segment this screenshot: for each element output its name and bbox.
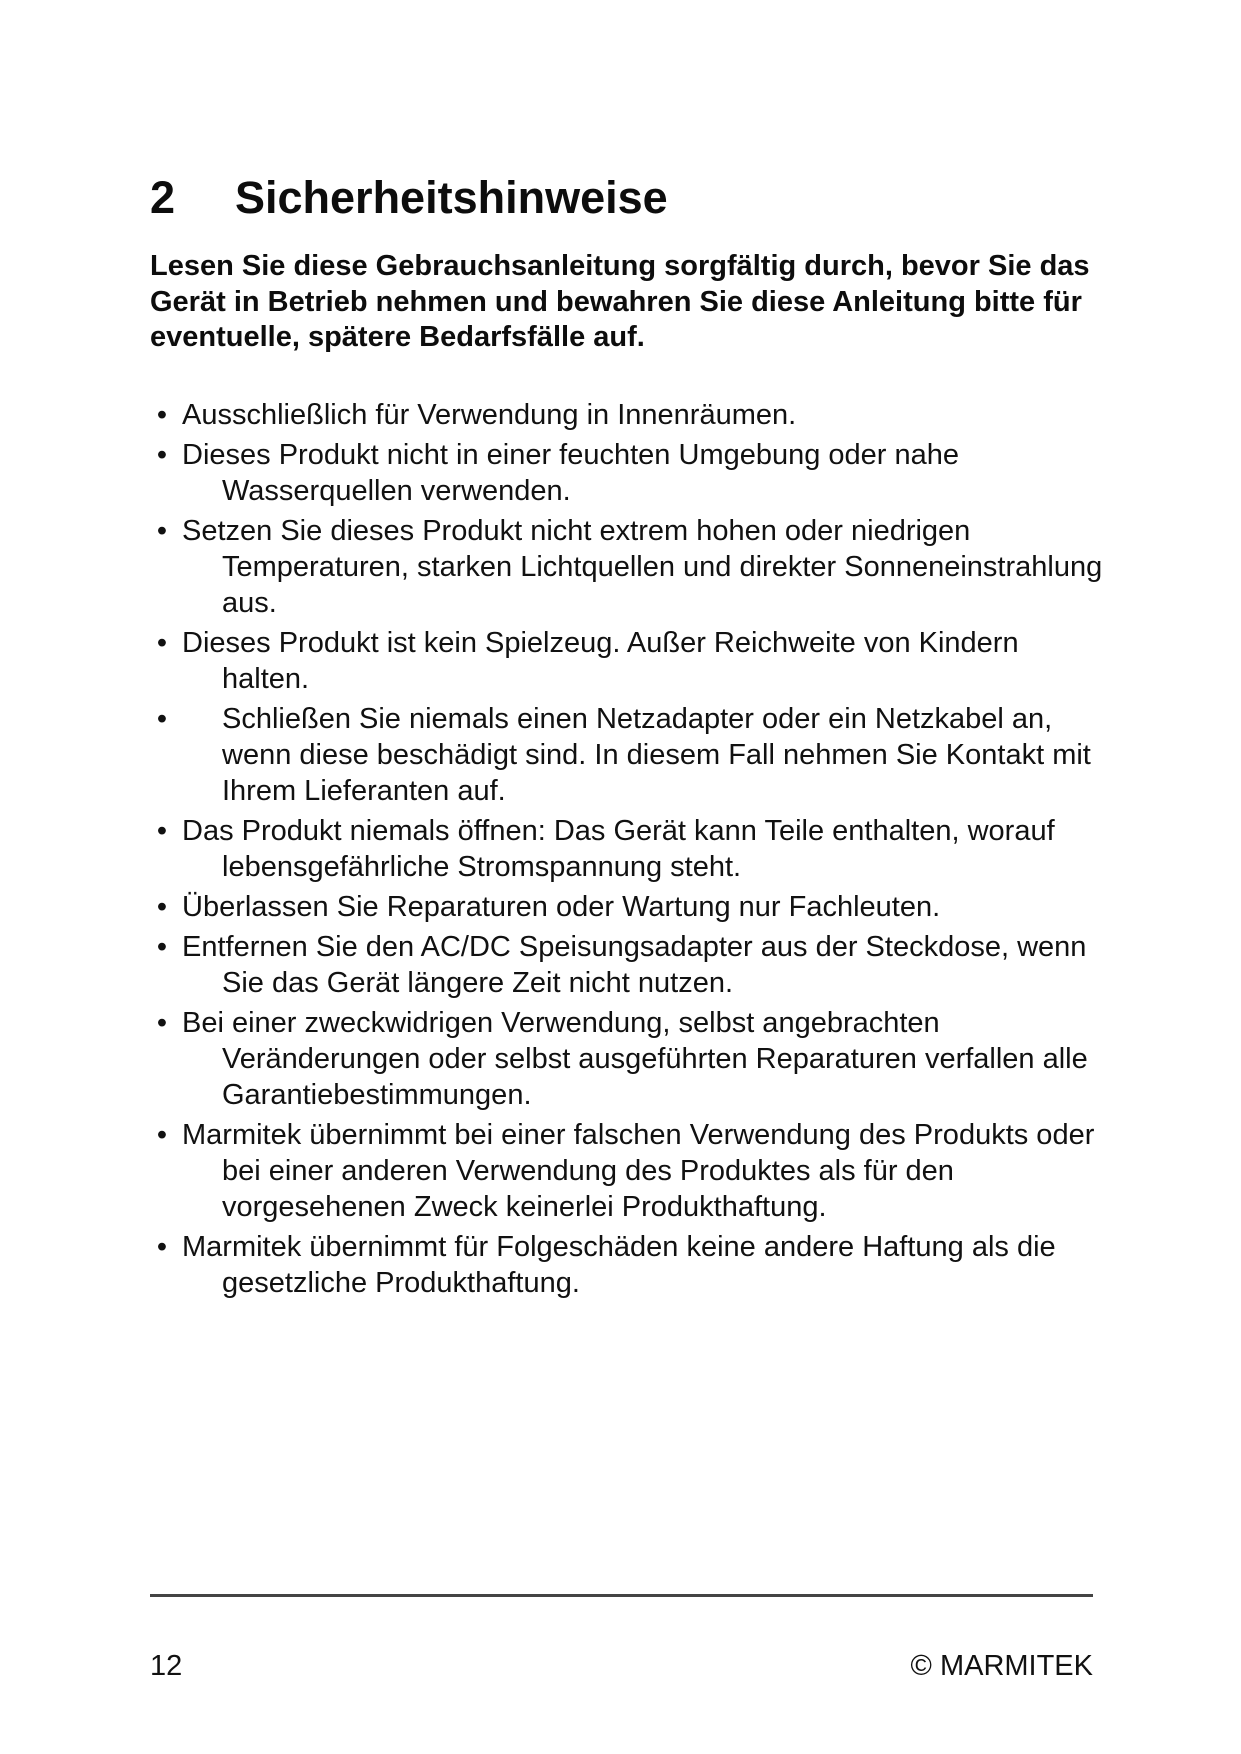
bullet-icon: • (156, 891, 168, 923)
list-item: • Marmitek übernimmt bei einer falschen Verwendung des Produkts oder bei einer anderen Verwendung des Produktes als für den vorgesehenen Zweck keinerlei Produkthaftung. (150, 1117, 1110, 1225)
list-item: • Dieses Produkt ist kein Spielzeug. Außer Reichweite von Kindern halten. (150, 625, 1110, 697)
footer-divider (150, 1594, 1093, 1597)
bullet-icon: • (156, 931, 168, 963)
section-heading (150, 168, 668, 228)
list-item: • Bei einer zweckwidrigen Verwendung, selbst angebrachten Veränderungen oder selbst ausgeführten Reparaturen verfallen alle Garantiebestimmungen. (150, 1005, 1110, 1113)
list-item: • Das Produkt niemals öffnen: Das Gerät kann Teile enthalten, worauf lebensgefährliche Stromspannung steht. (150, 813, 1110, 885)
safety-list (150, 397, 1110, 1305)
bullet-icon: • (156, 439, 168, 471)
bullet-icon: • (156, 515, 168, 547)
bullet-icon: • (156, 1007, 168, 1039)
bullet-icon: • (156, 399, 168, 431)
list-item: • Überlassen Sie Reparaturen oder Wartung nur Fachleuten. (150, 889, 1110, 925)
list-item: • Setzen Sie dieses Produkt nicht extrem hohen oder niedrigen Temperaturen, starken Lichtquellen und direkter Sonneneinstrahlung aus. (150, 513, 1110, 621)
list-item: • Marmitek übernimmt für Folgeschäden keine andere Haftung als die gesetzliche Produkthaftung. (150, 1229, 1110, 1301)
list-item: • Schließen Sie niemals einen Netzadapter oder ein Netzkabel an, wenn diese beschädigt sind. In diesem Fall nehmen Sie Kontakt mit Ihrem Lieferanten auf. (150, 701, 1110, 809)
section-title: Sicherheitshinweise (235, 172, 668, 223)
bullet-icon: • (156, 627, 168, 659)
list-item: • Dieses Produkt nicht in einer feuchten Umgebung oder nahe Wasserquellen verwenden. (150, 437, 1110, 509)
list-item: • Ausschließlich für Verwendung in Innenräumen. (150, 397, 1110, 433)
list-item: • Entfernen Sie den AC/DC Speisungsadapter aus der Steckdose, wenn Sie das Gerät längere Zeit nicht nutzen. (150, 929, 1110, 1001)
section-number: 2 (150, 172, 176, 223)
bullet-icon: • (156, 703, 168, 735)
bullet-icon: • (156, 1119, 168, 1151)
bullet-icon: • (156, 815, 168, 847)
intro-paragraph: Lesen Sie diese Gebrauchsanleitung sorgfältig durch, bevor Sie das Gerät in Betrieb nehmen und bewahren Sie diese Anleitung bitte für eventuelle, spätere Bedarfsfälle auf. (150, 250, 1090, 353)
page-number: 12 (150, 1650, 183, 1682)
copyright-notice: © MARMITEK (910, 1650, 1093, 1682)
bullet-icon: • (156, 1231, 168, 1263)
